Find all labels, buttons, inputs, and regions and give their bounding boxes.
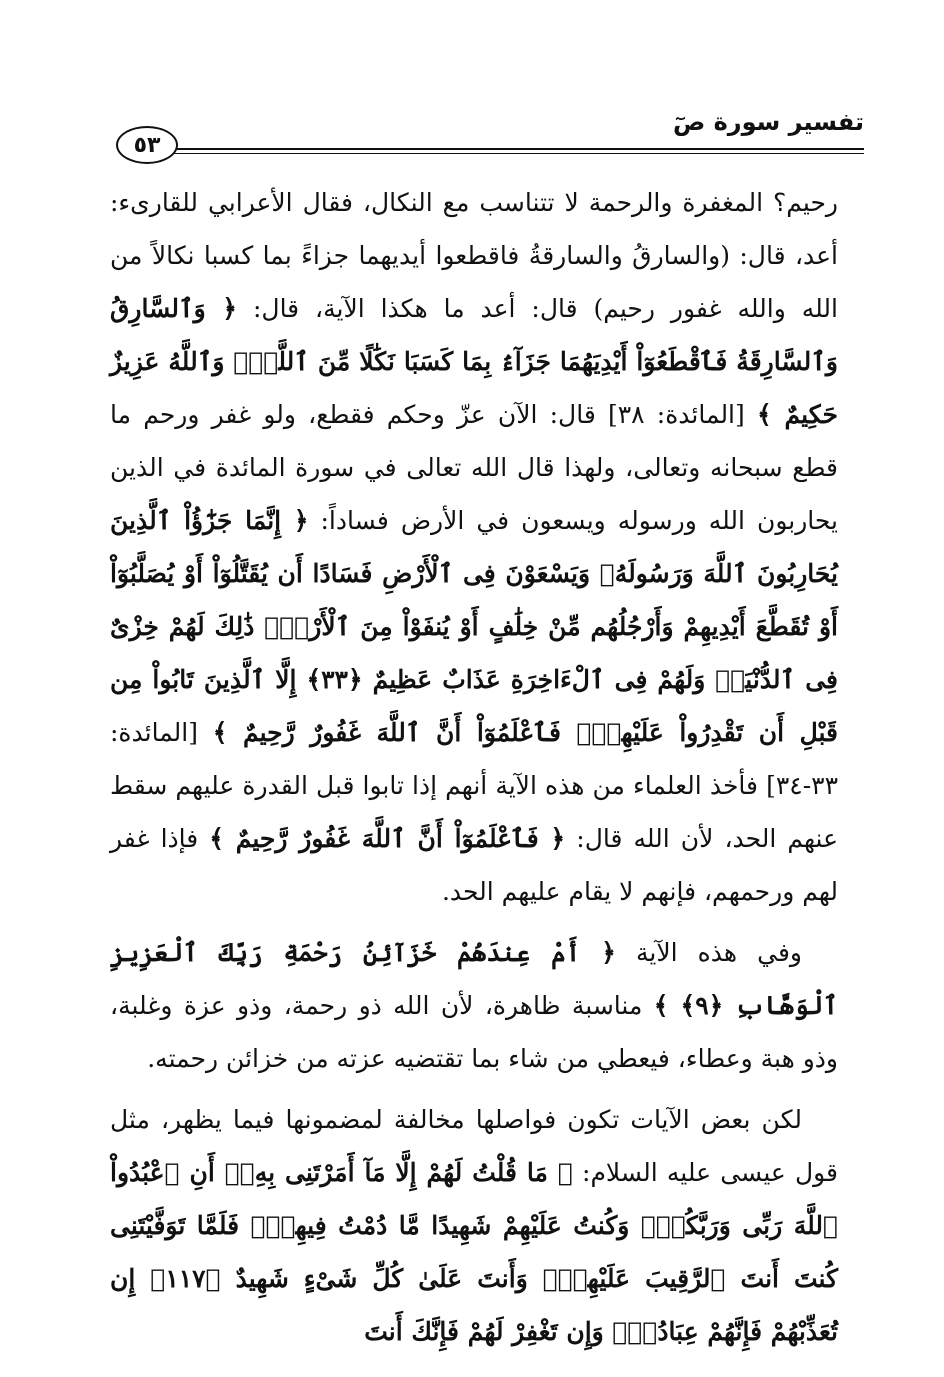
header-rule-thin	[166, 153, 864, 154]
text-run: وفي هذه الآية	[615, 938, 802, 967]
text-run: مناسبة ظاهرة، لأن الله ذو رحمة، وذو عزة وغلبة، وذو هبة وعطاء، فيعطي من شاء بما تقتضيه عزته من خزائن رحمته.	[110, 991, 838, 1073]
quran-verse: ﴿ مَا قُلْتُ لَهُمْ إِلَّا مَآ أَمَرْتَنِى بِهِۦٓ أَنِ ٱعْبُدُواْ ٱللَّهَ رَبِّى وَرَبَّكُمْۚ وَكُنتُ عَلَيْهِمْ شَهِيدًا مَّا دُمْتُ فِيهِمْۖ فَلَمَّا تَوَفَّيْتَنِى كُنتَ أَنتَ ٱلرَّقِيبَ عَلَيْهِمْۚ وَأَنتَ عَلَىٰ كُلِّ شَىْءٍ شَهِيدٌ ﴿١١٧﴾ إِن تُعَذِّبْهُمْ فَإِنَّهُمْ عِبَادُكَۖ وَإِن تَغْفِرْ لَهُمْ فَإِنَّكَ أَنتَ	[110, 1158, 838, 1346]
quran-verse: ﴿ أَمْ عِندَهُمْ خَزَآئِنُ رَحْمَةِ رَبِّكَ ٱلْعَزِيزِ ٱلْوَهَّابِ ﴿٩﴾ ﴾	[110, 938, 838, 1020]
text-run: لكن بعض الآيات تكون فواصلها مخالفة لمضمونها فيما يظهر، مثل قول عيسى عليه السلام:	[110, 1105, 838, 1187]
text-run: فإذا غفر لهم ورحمهم، فإنهم لا يقام عليهم الحد.	[110, 824, 838, 906]
header-rule	[166, 148, 864, 150]
quran-verse: ﴿ وَٱلسَّارِقُ وَٱلسَّارِقَةُ فَٱقْطَعُوٓاْ أَيْدِيَهُمَا جَزَآءَۢ بِمَا كَسَبَا نَكَٰلًا مِّنَ ٱللَّهِۗ وَٱللَّهُ عَزِيزٌ حَكِيمٌ ﴾	[110, 294, 838, 429]
text-run: رحيم؟ المغفرة والرحمة لا تتناسب مع النكال، فقال الأعرابي للقارىء: أعد، قال: (والسارقُ والسارقةُ فاقطعوا أيديهما جزاءً بما كسبا نكالاً من الله والله غفور رحيم) قال: أعد ما هكذا الآية، قال:	[110, 188, 838, 323]
paragraph-2	[110, 926, 838, 1085]
quran-verse: ﴿ إِنَّمَا جَزَٰٓؤُاْ ٱلَّذِينَ يُحَارِبُونَ ٱللَّهَ وَرَسُولَهُۥ وَيَسْعَوْنَ فِى ٱلْأَرْضِ فَسَادًا أَن يُقَتَّلُوٓاْ أَوْ يُصَلَّبُوٓاْ أَوْ تُقَطَّعَ أَيْدِيهِمْ وَأَرْجُلُهُم مِّنْ خِلَٰفٍ أَوْ يُنفَوْاْ مِنَ ٱلْأَرْضِۚ ذَٰلِكَ لَهُمْ خِزْىٌ فِى ٱلدُّنْيَاۖ وَلَهُمْ فِى ٱلْءَاخِرَةِ عَذَابٌ عَظِيمٌ ﴿٣٣﴾ إِلَّا ٱلَّذِينَ تَابُواْ مِن قَبْلِ أَن تَقْدِرُواْ عَلَيْهِمْۖ فَٱعْلَمُوٓاْ أَنَّ ٱللَّهَ غَفُورٌ رَّحِيمٌ ﴾	[110, 506, 839, 747]
paragraph-1	[110, 176, 838, 918]
quran-verse: ﴿ فَٱعْلَمُوٓاْ أَنَّ ٱللَّهَ غَفُورٌ رَّحِيمٌ ﴾	[209, 824, 566, 853]
text-run: [المائدة: ٣٣-٣٤] فأخذ العلماء من هذه الآية أنهم إذا تابوا قبل القدرة عليهم سقط عنهم الحد، لأن الله قال:	[110, 718, 839, 853]
text-run: [المائدة: ٣٨] قال: الآن عزّ وحكم فقطع، ولو غفر ورحم ما قطع سبحانه وتعالى، ولهذا قال الله تعالى في سورة المائدة في الذين يحاربون الله ورسوله ويسعون في الأرض فساداً:	[110, 400, 838, 535]
page-header	[110, 108, 864, 168]
body-text	[110, 176, 838, 1358]
page-number: ٥٣	[116, 126, 178, 164]
paragraph-3	[110, 1093, 838, 1358]
surah-title: تفسير سورة صٓ	[672, 108, 864, 136]
